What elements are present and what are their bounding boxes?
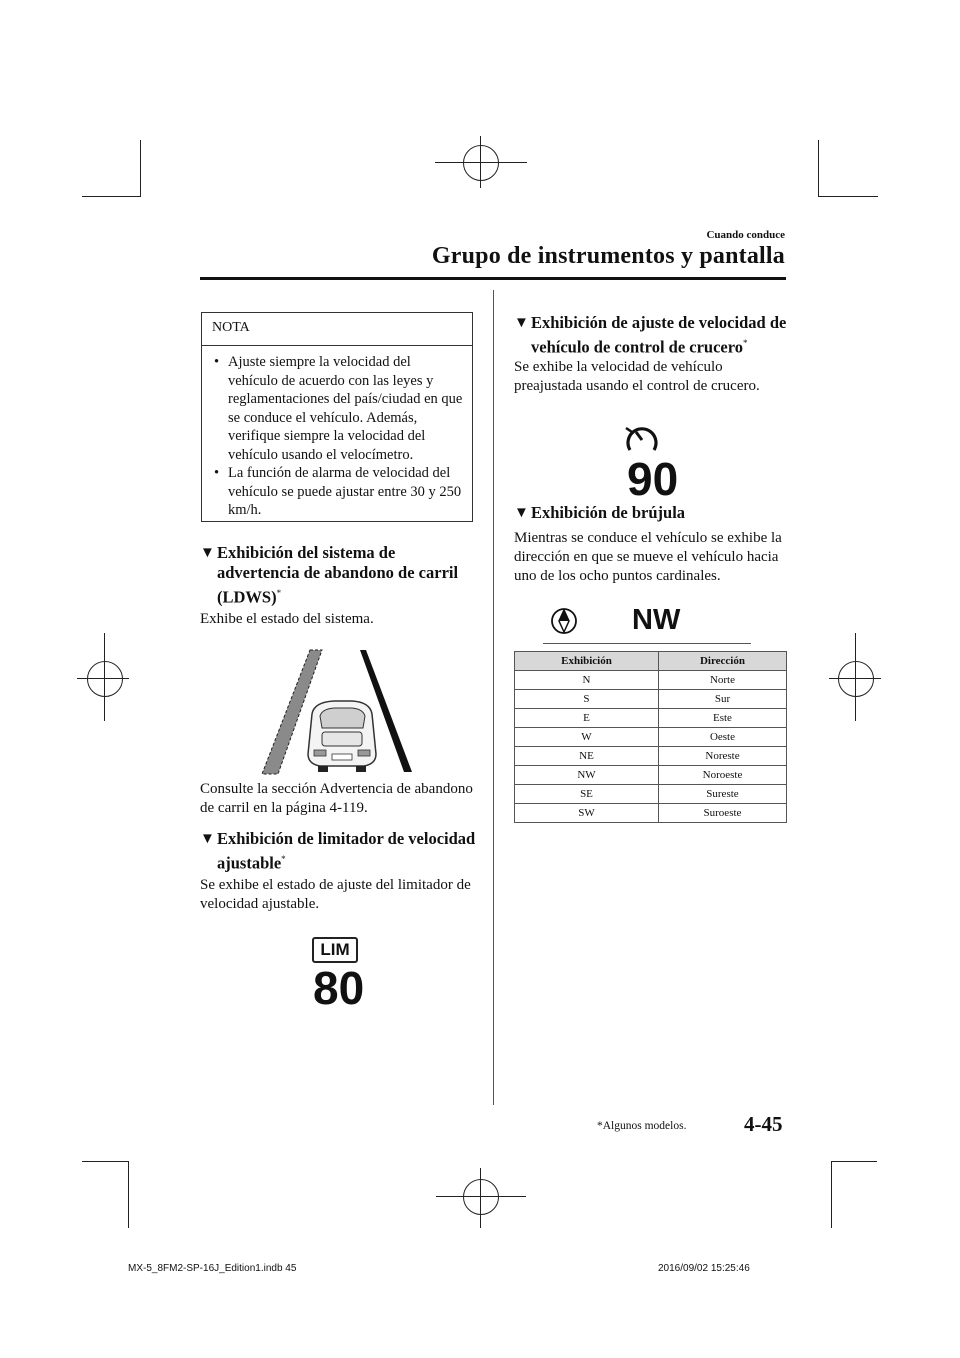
note-list xyxy=(212,353,464,520)
direction-table xyxy=(514,651,787,823)
header-rule xyxy=(200,277,786,280)
column-divider xyxy=(493,290,494,1105)
compass-body: Mientras se conduce el vehículo se exhibe la dirección en que se mueve el vehículo hacia uno de los ocho puntos cardinales. xyxy=(514,530,782,584)
table-cell: NW xyxy=(515,766,659,785)
bullet-icon: • xyxy=(214,354,220,370)
compass-display: NW xyxy=(632,604,681,636)
cruise-speed: 90 xyxy=(627,453,679,505)
table-row xyxy=(515,690,787,709)
table-row xyxy=(515,804,787,823)
table-cell: E xyxy=(515,709,659,728)
table-row xyxy=(515,785,787,804)
table-cell: Suroeste xyxy=(658,804,786,823)
page-number: 4-45 xyxy=(744,1112,783,1136)
compass-icon xyxy=(550,606,578,636)
table-header: Exhibición xyxy=(515,652,659,671)
limiter-speed: 80 xyxy=(313,962,365,1014)
cruise-body: Se exhibe la velocidad de vehículo preajustada usando el control de crucero. xyxy=(514,359,760,394)
footer-note: *Algunos modelos. xyxy=(597,1120,687,1132)
asterisk: * xyxy=(281,854,286,864)
note-item-text: Ajuste siempre la velocidad del vehículo de acuerdo con las leyes y reglamentaciones del país/ciudad en que se conduce el vehículo. Además, verifique siempre la velocidad del vehículo usando el velocímetro. xyxy=(228,354,463,463)
print-timestamp: 2016/09/02 15:25:46 xyxy=(658,1263,750,1274)
triangle-marker-icon: ▼ xyxy=(514,505,529,521)
ldws-body: Exhibe el estado del sistema. xyxy=(200,611,374,627)
table-cell: S xyxy=(515,690,659,709)
cruise-heading xyxy=(514,313,789,358)
table-cell: Noroeste xyxy=(658,766,786,785)
triangle-marker-icon: ▼ xyxy=(514,315,529,331)
table-row xyxy=(515,766,787,785)
table-cell: Noreste xyxy=(658,747,786,766)
table-cell: N xyxy=(515,671,659,690)
limiter-body: Se exhibe el estado de ajuste del limitador de velocidad ajustable. xyxy=(200,877,471,912)
table-cell: SE xyxy=(515,785,659,804)
asterisk: * xyxy=(743,338,748,348)
note-item-text: La función de alarma de velocidad del vehículo se puede ajustar entre 30 y 250 km/h. xyxy=(228,465,462,518)
compass-underline xyxy=(543,643,751,644)
table-row xyxy=(515,671,787,690)
table-row xyxy=(515,728,787,747)
limiter-heading xyxy=(200,829,480,874)
cruise-heading-text: Exhibición de ajuste de velocidad de vehículo de control de crucero xyxy=(531,313,787,357)
ldws-illustration xyxy=(260,646,418,776)
table-cell: Oeste xyxy=(658,728,786,747)
triangle-marker-icon: ▼ xyxy=(200,545,215,561)
page-title: Grupo de instrumentos y pantalla xyxy=(431,243,785,269)
compass-heading-text: Exhibición de brújula xyxy=(531,503,686,522)
table-cell: NE xyxy=(515,747,659,766)
limiter-icon: LIM xyxy=(312,937,358,963)
table-cell: W xyxy=(515,728,659,747)
asterisk: * xyxy=(276,588,282,598)
note-item xyxy=(212,464,464,520)
table-cell: Este xyxy=(658,709,786,728)
note-item xyxy=(212,353,464,464)
table-header: Dirección xyxy=(658,652,786,671)
table-cell: Sureste xyxy=(658,785,786,804)
compass-heading xyxy=(514,503,789,523)
ldws-heading-text: Exhibición del sistema de advertencia de abandono de carril (LDWS) xyxy=(217,543,459,607)
header-section-label: Cuando conduce xyxy=(706,229,785,241)
bullet-icon: • xyxy=(214,465,220,481)
note-box xyxy=(201,312,473,522)
note-title: NOTA xyxy=(202,313,472,346)
table-row xyxy=(515,747,787,766)
triangle-marker-icon: ▼ xyxy=(200,831,215,847)
limiter-heading-text: Exhibición de limitador de velocidad ajustable xyxy=(217,829,476,873)
table-cell: Norte xyxy=(658,671,786,690)
ldws-heading xyxy=(200,543,480,608)
table-row xyxy=(515,709,787,728)
ldws-reference: Consulte la sección Advertencia de abandono de carril en la página 4-119. xyxy=(200,781,473,816)
table-cell: SW xyxy=(515,804,659,823)
print-file-info: MX-5_8FM2-SP-16J_Edition1.indb 45 xyxy=(128,1263,297,1274)
table-cell: Sur xyxy=(658,690,786,709)
